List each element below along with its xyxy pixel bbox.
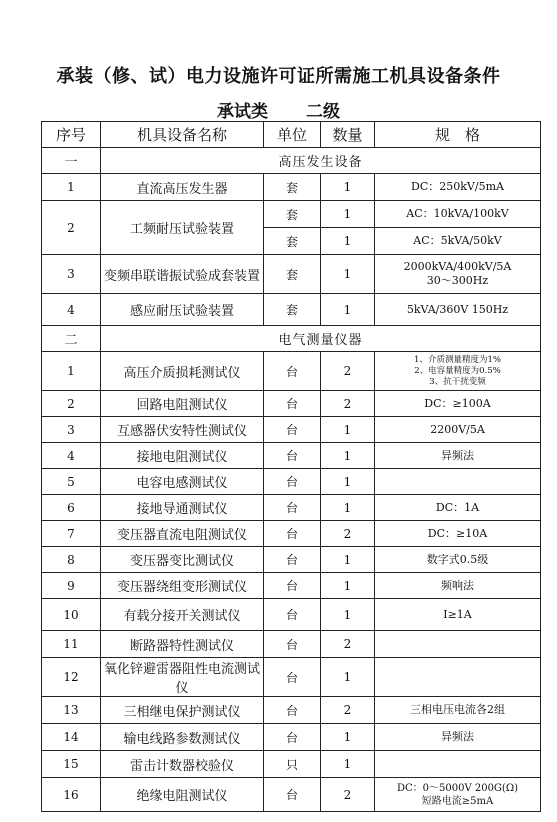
row-unit: 套 (264, 228, 321, 255)
section-row (42, 148, 541, 174)
row-spec: 异频法 (375, 724, 541, 751)
table-row (42, 778, 541, 812)
row-spec (375, 469, 541, 495)
section-seq: 二 (42, 326, 101, 352)
row-name: 互感器伏安特性测试仪 (101, 417, 264, 443)
spec-line: 1、介质测量精度为1% (414, 354, 501, 365)
level-label: 二级 (306, 102, 340, 122)
table-row (42, 631, 541, 658)
row-name: 直流高压发生器 (101, 174, 264, 201)
table-row (42, 573, 541, 599)
spec-line: 3、抗干扰变频 (429, 376, 486, 387)
document-subtitle (0, 97, 557, 122)
table-row (42, 697, 541, 724)
row-unit: 台 (264, 469, 321, 495)
row-name: 雷击计数器校验仪 (101, 751, 264, 778)
row-qty: 1 (321, 547, 375, 573)
row-qty: 1 (321, 658, 375, 697)
row-seq: 5 (42, 469, 101, 495)
row-spec: AC：5kVA/50kV (375, 228, 541, 255)
row-qty: 1 (321, 469, 375, 495)
table-row (42, 255, 541, 294)
row-unit: 台 (264, 697, 321, 724)
row-unit: 台 (264, 521, 321, 547)
row-name: 三相继电保护测试仪 (101, 697, 264, 724)
row-seq: 2 (42, 201, 101, 255)
row-name: 变压器变比测试仪 (101, 547, 264, 573)
row-name: 工频耐压试验装置 (101, 201, 264, 255)
table-row (42, 391, 541, 417)
section-title: 高压发生设备 (101, 148, 541, 174)
row-spec (375, 255, 541, 294)
table-row (42, 469, 541, 495)
row-seq: 12 (42, 658, 101, 697)
header-name: 机具设备名称 (101, 122, 264, 148)
table-row (42, 417, 541, 443)
row-qty: 1 (321, 228, 375, 255)
row-qty: 1 (321, 443, 375, 469)
spec-line: 短路电流≥5mA (421, 795, 494, 807)
row-seq: 2 (42, 391, 101, 417)
table-row (42, 495, 541, 521)
row-spec: AC：10kVA/100kV (375, 201, 541, 228)
row-seq: 14 (42, 724, 101, 751)
row-name: 变压器直流电阻测试仪 (101, 521, 264, 547)
row-qty: 1 (321, 573, 375, 599)
row-seq: 3 (42, 417, 101, 443)
row-qty: 2 (321, 697, 375, 724)
table-row (42, 547, 541, 573)
row-seq: 1 (42, 174, 101, 201)
document-title: 承装（修、试）电力设施许可证所需施工机具设备条件 (56, 66, 501, 87)
row-qty: 1 (321, 417, 375, 443)
row-spec (375, 778, 541, 812)
row-qty: 2 (321, 631, 375, 658)
row-name: 感应耐压试验装置 (101, 294, 264, 326)
row-unit: 台 (264, 724, 321, 751)
row-qty: 1 (321, 255, 375, 294)
table-row (42, 443, 541, 469)
spec-line: 2、电容量精度为0.5% (414, 365, 501, 376)
row-seq: 4 (42, 294, 101, 326)
row-spec: DC：1A (375, 495, 541, 521)
row-spec (375, 751, 541, 778)
row-qty: 2 (321, 352, 375, 391)
equipment-table (41, 121, 541, 812)
row-name: 接地电阻测试仪 (101, 443, 264, 469)
row-spec (375, 631, 541, 658)
table-row (42, 724, 541, 751)
row-qty: 2 (321, 778, 375, 812)
row-unit: 套 (264, 294, 321, 326)
row-name: 回路电阻测试仪 (101, 391, 264, 417)
row-seq: 13 (42, 697, 101, 724)
row-qty: 1 (321, 751, 375, 778)
row-seq: 3 (42, 255, 101, 294)
row-spec (375, 658, 541, 697)
row-seq: 11 (42, 631, 101, 658)
row-seq: 15 (42, 751, 101, 778)
row-unit: 台 (264, 599, 321, 631)
header-spec: 规 格 (375, 122, 541, 148)
row-unit: 套 (264, 255, 321, 294)
row-qty: 2 (321, 391, 375, 417)
row-name: 接地导通测试仪 (101, 495, 264, 521)
header-unit: 单位 (264, 122, 321, 148)
row-unit: 只 (264, 751, 321, 778)
row-seq: 6 (42, 495, 101, 521)
category-label: 承试类 (217, 102, 268, 122)
row-unit: 台 (264, 631, 321, 658)
row-unit: 台 (264, 495, 321, 521)
row-qty: 1 (321, 724, 375, 751)
row-spec: 5kVA/360V 150Hz (375, 294, 541, 326)
row-qty: 1 (321, 174, 375, 201)
row-qty: 2 (321, 521, 375, 547)
table-row (42, 521, 541, 547)
row-name: 氧化锌避雷器阻性电流测试仪 (101, 658, 264, 697)
row-unit: 台 (264, 658, 321, 697)
row-name: 变频串联谐振试验成套装置 (101, 255, 264, 294)
table-row (42, 658, 541, 697)
row-unit: 台 (264, 547, 321, 573)
table-header-row (42, 122, 541, 148)
section-title: 电气测量仪器 (101, 326, 541, 352)
header-seq: 序号 (42, 122, 101, 148)
row-unit: 台 (264, 352, 321, 391)
row-name: 变压器绕组变形测试仪 (101, 573, 264, 599)
row-qty: 1 (321, 201, 375, 228)
row-seq: 9 (42, 573, 101, 599)
row-seq: 16 (42, 778, 101, 812)
row-spec: 2200V/5A (375, 417, 541, 443)
row-spec: DC：≥100A (375, 391, 541, 417)
row-unit: 台 (264, 778, 321, 812)
table-row (42, 294, 541, 326)
row-spec: 三相电压电流各2组 (375, 697, 541, 724)
row-seq: 7 (42, 521, 101, 547)
row-unit: 台 (264, 443, 321, 469)
spec-line: 30～300Hz (426, 274, 489, 287)
row-name: 绝缘电阻测试仪 (101, 778, 264, 812)
row-spec: DC：≥10A (375, 521, 541, 547)
row-spec: 异频法 (375, 443, 541, 469)
row-spec: 数字式0.5级 (375, 547, 541, 573)
row-name: 电容电感测试仪 (101, 469, 264, 495)
row-unit: 台 (264, 391, 321, 417)
row-seq: 1 (42, 352, 101, 391)
section-row (42, 326, 541, 352)
table-row (42, 751, 541, 778)
row-spec (375, 352, 541, 391)
header-qty: 数量 (321, 122, 375, 148)
row-unit: 台 (264, 573, 321, 599)
row-spec: I≥1A (375, 599, 541, 631)
row-seq: 10 (42, 599, 101, 631)
row-seq: 8 (42, 547, 101, 573)
row-unit: 套 (264, 174, 321, 201)
row-name: 有载分接开关测试仪 (101, 599, 264, 631)
row-spec: 频响法 (375, 573, 541, 599)
table-row (42, 352, 541, 391)
row-unit: 套 (264, 201, 321, 228)
row-unit: 台 (264, 417, 321, 443)
table-row (42, 599, 541, 631)
spec-line: 2000kVA/400kV/5A (403, 260, 512, 273)
row-qty: 1 (321, 599, 375, 631)
row-seq: 4 (42, 443, 101, 469)
row-name: 输电线路参数测试仪 (101, 724, 264, 751)
row-spec: DC：250kV/5mA (375, 174, 541, 201)
table-row (42, 174, 541, 201)
row-name: 断路器特性测试仪 (101, 631, 264, 658)
spec-line: DC：0～5000V 200G(Ω) (396, 782, 519, 794)
table-row (42, 201, 541, 228)
row-qty: 1 (321, 294, 375, 326)
section-seq: 一 (42, 148, 101, 174)
row-qty: 1 (321, 495, 375, 521)
row-name: 高压介质损耗测试仪 (101, 352, 264, 391)
